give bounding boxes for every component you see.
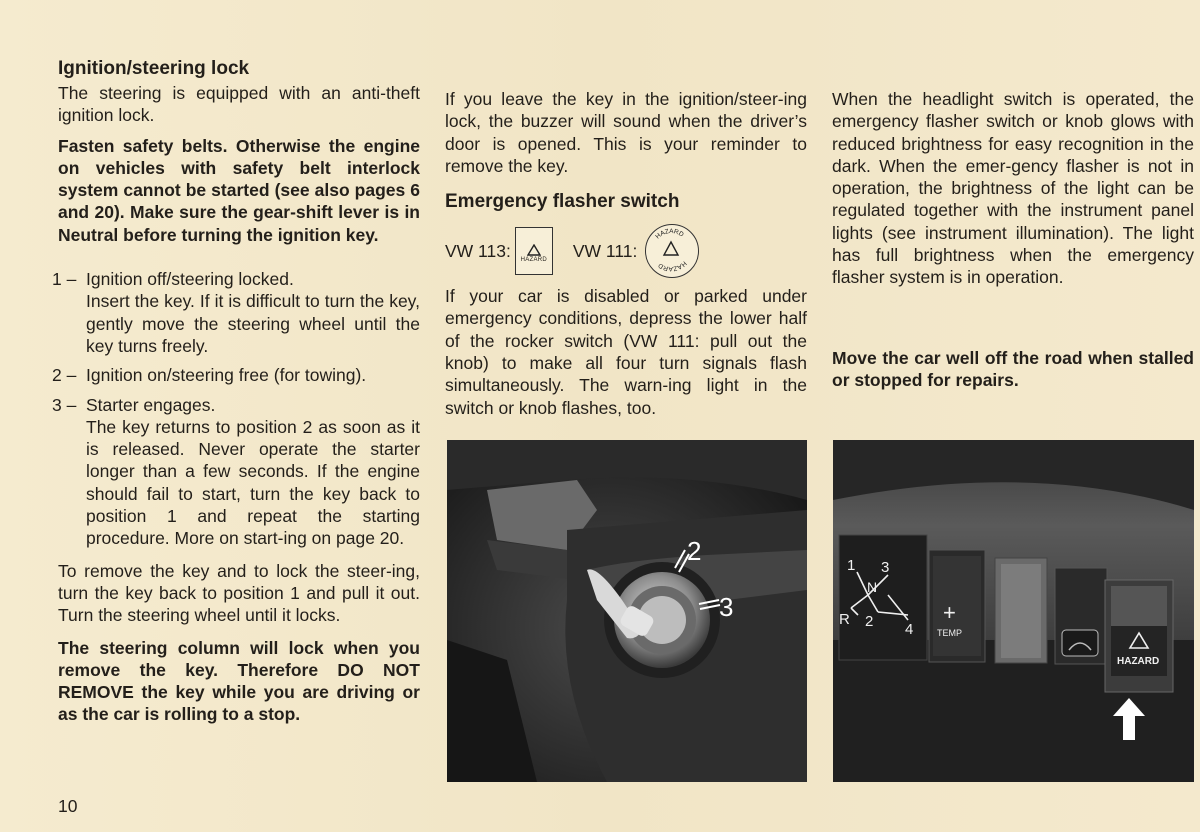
buzzer-text: If you leave the key in the ignition/steer-ing lock, the buzzer will sound when the driver’s door is opened. This is your reminder to remove the key. [445, 89, 807, 176]
headlight-text: When the headlight switch is operated, the emergency flasher switch or knob glows with reduced brightness for easy recognition in the dark. When the emer-gency flasher is not in operation, the brightness of the light can be regulated together with the instrument panel lights (see instrument illumination). The light has full brightness when the emergency flasher system is in operation. [832, 89, 1194, 288]
svg-text:1: 1 [847, 557, 856, 574]
dashboard-switches-photo [833, 440, 1194, 782]
photo-label-3: 3 [719, 592, 734, 622]
column-headlight [832, 88, 1194, 391]
position-description: The key returns to position 2 as soon as it is released. Never operate the starter longer than a few seconds. If the engine should fail to start, turn the key back to position 1 and repeat the starting procedure. More on start-ing on page 20. [86, 416, 420, 549]
position-item-2 [52, 364, 420, 386]
position-item-3 [52, 394, 420, 550]
svg-text:+: + [943, 600, 956, 625]
svg-text:HAZARD: HAZARD [654, 228, 686, 241]
ignition-positions-list [52, 268, 420, 550]
position-number: 3 – [52, 394, 77, 415]
position-description: Insert the key. If it is difficult to turn the key, gently move the steering wheel until the key turns freely. [86, 291, 420, 356]
photo-label-2: 2 [687, 536, 702, 566]
position-title: Ignition on/steering free (for towing). [86, 365, 367, 386]
position-title: Ignition off/steering locked. [86, 269, 294, 290]
switch-illustrations [445, 225, 807, 277]
flasher-heading: Emergency flasher switch [445, 191, 680, 213]
svg-text:N: N [867, 579, 878, 595]
ignition-intro: The steering is equipped with an anti-theft ignition lock. [58, 83, 420, 126]
svg-text:4: 4 [905, 621, 914, 638]
ignition-heading: Ignition/steering lock [58, 58, 250, 79]
position-title: Starter engages. [86, 394, 216, 415]
svg-text:3: 3 [881, 559, 890, 576]
vw111-hazard-knob-icon [645, 224, 699, 278]
safety-belt-warning: Fasten safety belts. Otherwise the engine on vehicles with safety belt interlock system cannot be started (see also pages 6 and 20). Make sure the gear-shift lever is in Neutral before turning the ignition key. [58, 135, 420, 245]
svg-text:TEMP: TEMP [937, 628, 963, 638]
column-ignition [52, 56, 420, 726]
remove-key-text: To remove the key and to lock the steer-ing, turn the key back to position 1 and pull it out. Turn the steering wheel until it locks. [58, 560, 420, 626]
position-number: 2 – [52, 365, 77, 386]
ignition-lock-photo [447, 440, 807, 782]
steering-lock-warning: The steering column will lock when you remove the key. Therefore DO NOT REMOVE the key while you are driving or as the car is rolling to a stop. [58, 637, 420, 725]
road-warning: Move the car well off the road when stalled or stopped for repairs. [832, 347, 1194, 390]
position-item-1 [52, 268, 420, 357]
vw113-label: VW 113: [445, 241, 511, 262]
vw111-label: VW 111: [572, 241, 638, 262]
svg-text:2: 2 [865, 613, 874, 630]
hazard-switch-text: HAZARD [520, 256, 548, 263]
page-number: 10 [58, 796, 78, 816]
position-number: 1 – [52, 269, 77, 290]
column-flasher [445, 88, 807, 419]
svg-text:HAZARD: HAZARD [1117, 656, 1160, 667]
svg-text:R: R [839, 611, 850, 628]
svg-text:HAZARD: HAZARD [657, 259, 688, 273]
flasher-instructions: If your car is disabled or parked under emergency conditions, depress the lower half of the rocker switch (VW 111: pull out the knob) to make all four turn signals flash simultaneously. The warn-ing light in the switch or knob flashes, too. [445, 286, 807, 418]
vw113-hazard-switch-icon [515, 227, 553, 275]
